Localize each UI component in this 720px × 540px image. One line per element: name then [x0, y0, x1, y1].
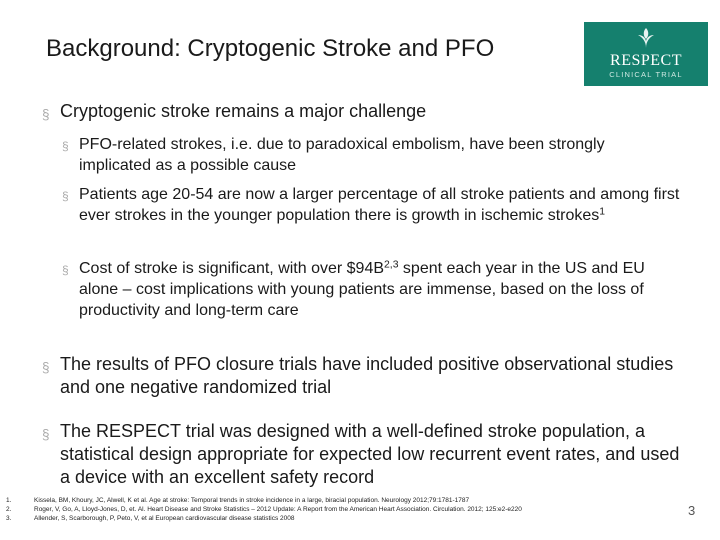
references-list — [6, 496, 686, 523]
bullet-text: Cryptogenic stroke remains a major challenge — [60, 101, 427, 121]
citation-superscript: 1 — [599, 206, 606, 218]
respect-logo — [584, 22, 708, 86]
slide-title: Background: Cryptogenic Stroke and PFO — [46, 35, 495, 62]
sub-bullet-text: PFO-related strokes, i.e. due to paradoxical embolism, have been strongly implicated as a possible cause — [79, 136, 605, 174]
bullet-cryptogenic-stroke — [42, 100, 682, 123]
leaf-emblem-icon — [636, 27, 656, 49]
sub-bullet-patients-age — [62, 184, 680, 226]
bullet-marker: § — [62, 263, 69, 277]
bullet-text: The results of PFO closure trials have included positive observational studies and one negative randomized trial — [60, 354, 674, 397]
bullet-marker: § — [62, 189, 69, 203]
sub-bullet-pfo-related — [62, 134, 680, 176]
bullet-marker: § — [42, 427, 50, 442]
page-number: 3 — [688, 503, 696, 518]
bullet-pfo-closure-trials — [42, 353, 682, 399]
reference-item: 1. Kissela, BM, Khoury, JC, Alwell, K et al. Age at stroke: Temporal trends in stroke incidence in a large, biracial population. Neurology 2012;79:1781-1787 — [6, 497, 470, 504]
reference-item: 2. Roger, V, Go, A, Lloyd-Jones, D, et. Al. Heart Disease and Stroke Statistics – 2012 Update: A Report from the American Heart Association. Circulation. 2012; 125:e2-e220 — [6, 506, 522, 513]
sub-bullet-text: Cost of stroke is significant, with over $\$94B^{2,3}$ spent each year in the US and EU alone – cost implications with young patients are immense, based on the loss of productivity and long-term care — [79, 259, 645, 319]
bullet-marker: § — [62, 139, 69, 153]
logo-subtitle: CLINICAL TRIAL — [609, 70, 683, 79]
bullet-marker: § — [42, 360, 50, 375]
citation-superscript: 2,3 — [384, 259, 399, 271]
bullet-marker: § — [42, 107, 50, 122]
bullet-respect-trial-design — [42, 420, 682, 489]
bullet-text: The RESPECT trial was designed with a well-defined stroke population, a statistical design appropriate for expected low recurrent event rates, and used a device with an excellent safety record — [60, 421, 680, 487]
sub-bullet-text: Patients age 20-54 are now a larger percentage of all stroke patients and among first ever strokes in the younger population there is growth in ischemic strokes$^1$ — [79, 186, 680, 224]
logo-name: RESPECT — [610, 52, 682, 69]
reference-item: 3. Allender, S, Scarborough, P, Peto, V, et al European cardiovascular disease statistics 2008 — [6, 515, 295, 522]
sub-bullet-cost-of-stroke — [62, 258, 680, 321]
